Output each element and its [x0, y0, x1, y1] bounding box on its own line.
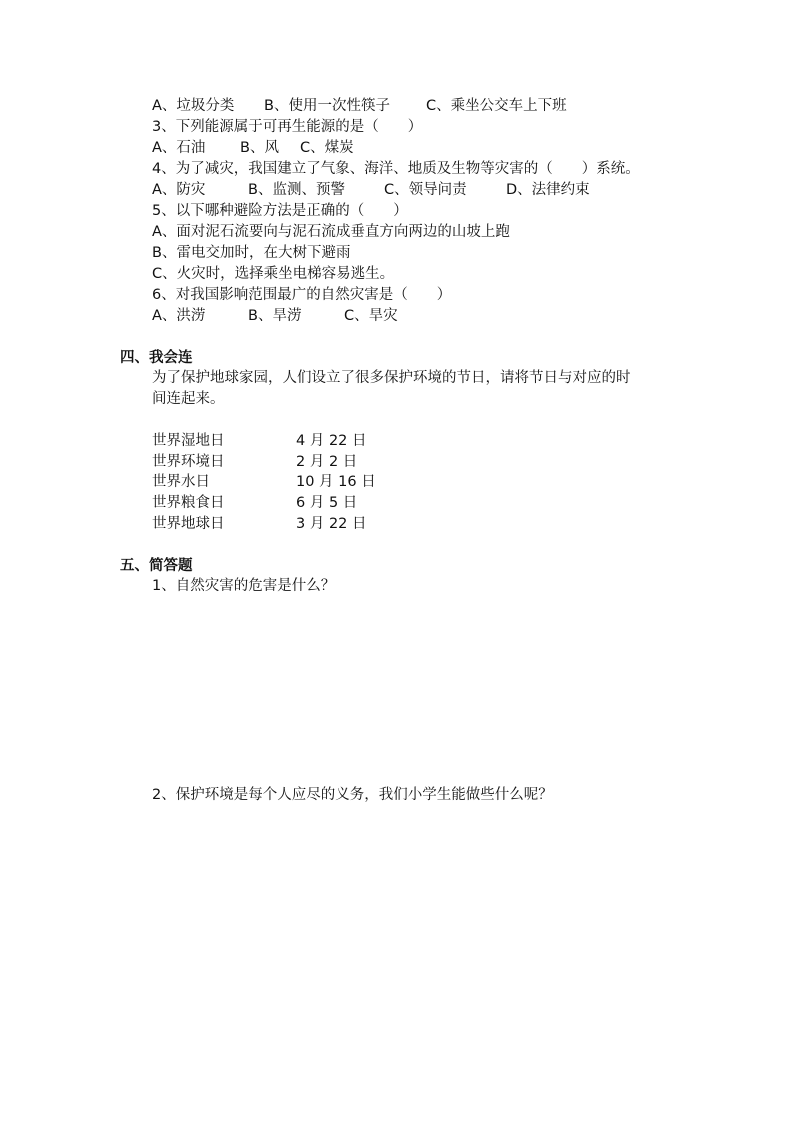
section-5-heading: 五、简答题 — [120, 558, 193, 574]
festival-name: 世界环境日 — [152, 454, 225, 470]
festival-date: 4 月 22 日 — [296, 433, 367, 449]
festival-date: 3 月 22 日 — [296, 516, 367, 532]
festival-date: 2 月 2 日 — [296, 454, 358, 470]
question-5: 5、以下哪种避险方法是正确的（ ） — [152, 203, 408, 219]
match-row — [152, 472, 376, 492]
festival-date: 6 月 5 日 — [296, 495, 358, 511]
festival-name: 世界水日 — [152, 474, 210, 490]
festival-name: 世界粮食日 — [152, 495, 225, 511]
festival-name: 世界地球日 — [152, 516, 225, 532]
festival-name: 世界湿地日 — [152, 433, 225, 449]
q3-option-c: C、煤炭 — [300, 140, 354, 156]
q4-options — [152, 180, 590, 200]
match-row — [152, 514, 367, 534]
match-row — [152, 493, 357, 513]
section-4-intro-line-1: 为了保护地球家园，人们设立了很多保护环境的节日，请将节日与对应的时 — [152, 370, 631, 386]
q3-option-a: A、石油 — [152, 140, 206, 156]
q3-option-b: B、风 — [240, 140, 279, 156]
q5-option-c: C、火灾时，选择乘坐电梯容易逃生。 — [152, 266, 395, 282]
short-answer-question-1: 1、自然灾害的危害是什么？ — [152, 578, 336, 594]
q5-option-a: A、面对泥石流要向与泥石流成垂直方向两边的山坡上跑 — [152, 224, 510, 240]
q6-options — [152, 306, 398, 326]
question-6: 6、对我国影响范围最广的自然灾害是（ ） — [152, 287, 452, 303]
q4-option-d: D、法律约束 — [506, 182, 590, 198]
q3-options — [152, 138, 354, 158]
short-answer-question-2: 2、保护环境是每个人应尽的义务，我们小学生能做些什么呢？ — [152, 787, 553, 803]
section-4-heading: 四、我会连 — [120, 350, 193, 366]
q2-option-a: A、垃圾分类 — [152, 98, 235, 114]
q2-option-c: C、乘坐公交车上下班 — [426, 98, 567, 114]
q6-option-b: B、旱涝 — [248, 308, 302, 324]
q2-options — [152, 96, 567, 116]
question-3: 3、下列能源属于可再生能源的是（ ） — [152, 119, 423, 135]
q6-option-c: C、旱灾 — [344, 308, 398, 324]
q2-option-b: B、使用一次性筷子 — [264, 98, 390, 114]
section-4-intro-line-2: 间连起来。 — [152, 391, 225, 407]
question-4: 4、为了减灾，我国建立了气象、海洋、地质及生物等灾害的（ ）系统。 — [152, 161, 640, 177]
festival-date: 10 月 16 日 — [296, 474, 376, 490]
q4-option-c: C、领导问责 — [384, 182, 467, 198]
q4-option-b: B、监测、预警 — [248, 182, 345, 198]
match-row — [152, 431, 367, 451]
match-row — [152, 452, 357, 472]
q5-option-b: B、雷电交加时，在大树下避雨 — [152, 245, 351, 261]
q4-option-a: A、防灾 — [152, 182, 206, 198]
q6-option-a: A、洪涝 — [152, 308, 206, 324]
